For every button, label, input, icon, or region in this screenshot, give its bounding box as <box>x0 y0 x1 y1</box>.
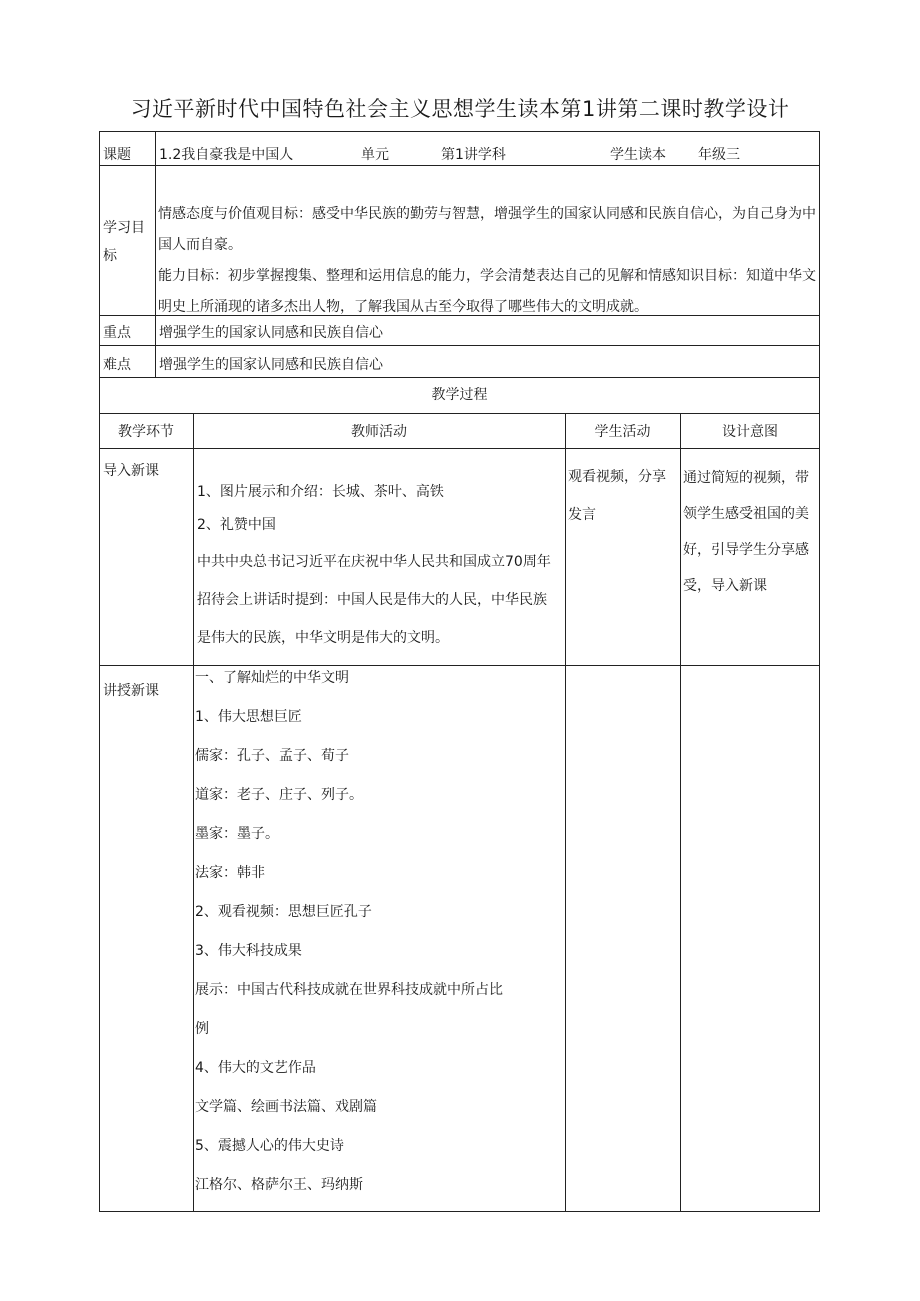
document-title: 习近平新时代中国特色社会主义思想学生读本第1讲第二课时教学设计 <box>130 97 790 121</box>
teach-line: 1、伟大思想巨匠 <box>195 709 302 725</box>
teach-line: 一、了解灿烂的中华文明 <box>195 670 349 686</box>
intro-step-1: 1、图片展示和介绍：长城、茶叶、高铁 <box>197 484 444 500</box>
teach-line: 文学篇、绘画书法篇、戏剧篇 <box>195 1099 377 1115</box>
process-heading: 教学过程 <box>431 387 488 403</box>
row-divider <box>99 345 820 346</box>
column-divider <box>155 131 156 377</box>
objectives-text <box>158 199 818 323</box>
teach-line: 例 <box>195 1021 209 1037</box>
book-value: 学生读本 <box>610 147 666 163</box>
teach-line: 墨家：墨子。 <box>195 826 279 842</box>
teach-line: 2、观看视频：思想巨匠孔子 <box>195 904 372 920</box>
teach-stage-name: 讲授新课 <box>103 683 159 699</box>
difficulty-label: 难点 <box>103 357 131 373</box>
intro-student-activity: 观看视频，分享发言 <box>568 469 666 523</box>
intro-teacher-activity <box>197 479 559 657</box>
teach-teacher-activity <box>195 665 561 1211</box>
column-header-teacher: 教师活动 <box>351 424 407 440</box>
teach-line: 5、震撼人心的伟大史诗 <box>195 1138 344 1154</box>
objectives-label-line1: 学习目 <box>103 220 145 236</box>
column-divider <box>680 413 681 1212</box>
row-divider <box>99 377 820 378</box>
emotional-objective: 情感态度与价值观目标：感受中华民族的勤劳与智慧，增强学生的国家认同感和民族自信心，为自己身为中国人而自豪。 <box>158 206 816 253</box>
objectives-label-line2: 标 <box>103 248 117 264</box>
intro-stage-name: 导入新课 <box>103 463 159 479</box>
subject-label: 课题 <box>103 147 131 163</box>
ability-objective: 能力目标：初步掌握搜集、整理和运用信息的能力，学会清楚表达自己的见解和情感知识目标：知道中华文明史上所涌现的诸多杰出人物，了解我国从古至今取得了哪些伟大的文明成就。 <box>158 268 816 315</box>
intro-quote: 中共中央总书记习近平在庆祝中华人民共和国成立70周年招待会上讲话时提到：中国人民是伟大的人民，中华民族是伟大的民族，中华文明是伟大的文明。 <box>197 554 551 646</box>
intro-step-2: 2、礼赞中国 <box>197 517 276 533</box>
teach-line: 江格尔、格萨尔王、玛纳斯 <box>195 1177 363 1193</box>
unit-value: 第1讲学科 <box>441 147 506 163</box>
teach-line: 3、伟大科技成果 <box>195 943 302 959</box>
teach-line: 儒家：孔子、孟子、荀子 <box>195 748 349 764</box>
lesson-title: 1.2我自豪我是中国人 <box>159 147 294 163</box>
key-point-text: 增强学生的国家认同感和民族自信心 <box>159 325 383 341</box>
column-header-student: 学生活动 <box>594 424 651 440</box>
column-header-stage: 教学环节 <box>118 424 174 440</box>
teach-line: 道家：老子、庄子、列子。 <box>195 787 363 803</box>
column-divider <box>565 413 566 1212</box>
intro-design-intent: 通过简短的视频，带领学生感受祖国的美好，引导学生分享感受，导入新课 <box>683 470 809 594</box>
row-divider <box>99 165 820 166</box>
teach-line: 法家：韩非 <box>195 865 265 881</box>
teach-line: 4、伟大的文艺作品 <box>195 1060 316 1076</box>
column-divider <box>193 413 194 1212</box>
row-divider <box>99 448 820 449</box>
teach-line: 展示：中国古代科技成就在世界科技成就中所占比 <box>195 982 503 998</box>
column-header-intent: 设计意图 <box>722 424 778 440</box>
difficulty-text: 增强学生的国家认同感和民族自信心 <box>159 357 383 373</box>
key-point-label: 重点 <box>103 325 131 341</box>
grade-value: 年级三 <box>698 147 740 163</box>
unit-label: 单元 <box>361 147 389 163</box>
row-divider <box>99 413 820 414</box>
